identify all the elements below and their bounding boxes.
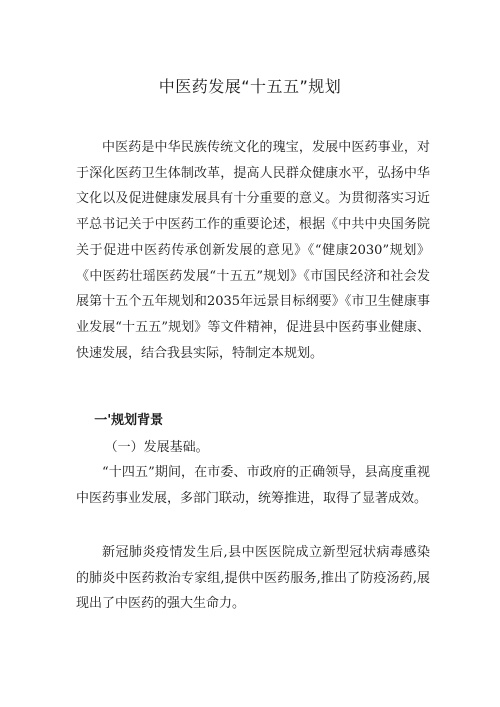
intro-paragraph: 中医药是中华民族传统文化的瑰宝，发展中医药事业，对于深化医药卫生体制改革，提高人民群众健康水平，弘扬中华文化以及促进健康发展具有十分重要的意义。为贯彻落实习近平总书记关于中医药工作的重要论述，根据《中共中央国务院关于促进中医药传承创新发展的意见》《“健康2030”规划》《中医药壮瑶医药发展“十五五”规划》《市国民经济和社会发展第十五个五年规划和2035年远景目标纲要》《市卫生健康事业发展“十五五”规划》等文件精神，促进县中医药事业健康、快速发展，结合我县实际，特制定本规划。 — [76, 140, 430, 361]
paragraph-covid-response: 新冠肺炎疫情发生后,县中医医院成立新型冠状病毒感染的肺炎中医药救治专家组,提供中医药服务,推出了防疫汤药,展现出了中医药的强大生命力。 — [76, 545, 430, 612]
section-heading: 一'规划背景 — [94, 413, 164, 428]
document-title: 中医药发展“十五五”规划 — [158, 77, 342, 96]
paragraph-development-results: “十四五”期间，在市委、市政府的正确领导，县高度重视中医药事业发展，多部门联动，统筹推进，取得了显著成效。 — [76, 465, 430, 506]
subsection-heading: （一）发展基础。 — [104, 440, 209, 455]
